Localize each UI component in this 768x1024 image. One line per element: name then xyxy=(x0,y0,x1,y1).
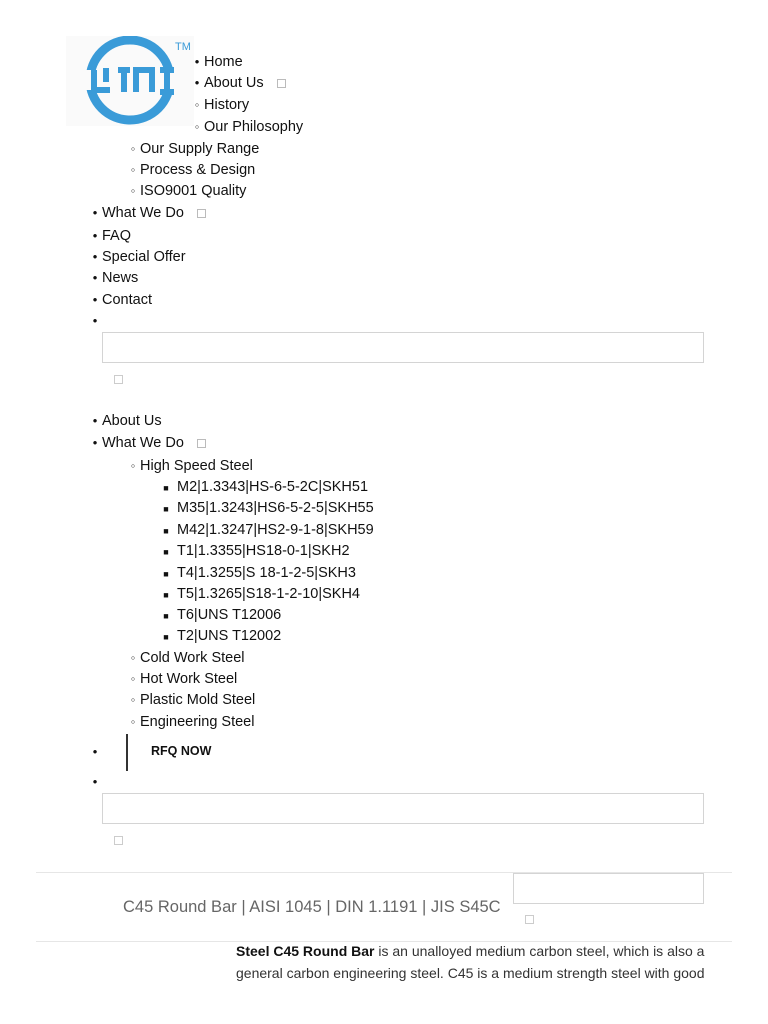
nav-item-faq[interactable] xyxy=(89,227,131,245)
bullet-icon xyxy=(127,140,139,158)
bullet-icon xyxy=(191,118,203,136)
trademark-mark: TM xyxy=(175,41,191,53)
nav-label[interactable]: Contact xyxy=(102,292,152,308)
search-submit-icon[interactable] xyxy=(525,915,534,924)
nav-label[interactable]: What We Do xyxy=(102,205,184,221)
nav-label[interactable]: Plastic Mold Steel xyxy=(140,692,256,708)
nav-label[interactable]: News xyxy=(102,270,139,286)
bullet-icon xyxy=(160,521,172,540)
grade-item[interactable] xyxy=(160,478,368,496)
dropdown-toggle-icon[interactable] xyxy=(197,439,206,448)
search-submit-icon[interactable] xyxy=(114,836,123,845)
bullet-icon xyxy=(127,691,139,709)
nav-subitem-hot-work-steel[interactable] xyxy=(127,670,237,688)
intro-bold-steel: Steel xyxy=(236,943,270,959)
grade-item[interactable] xyxy=(160,585,360,603)
rfq-divider xyxy=(126,734,128,771)
nav-label[interactable]: Home xyxy=(204,54,243,70)
dropdown-toggle-icon[interactable] xyxy=(197,209,206,218)
bullet-icon xyxy=(89,204,101,222)
bullet-icon xyxy=(191,53,203,71)
nav-label[interactable]: What We Do xyxy=(102,435,184,451)
bullet-icon xyxy=(160,627,172,646)
nav-item-special-offer[interactable] xyxy=(89,248,186,266)
nav-subitem-history[interactable] xyxy=(191,96,249,114)
bullet-icon xyxy=(89,434,101,452)
bullet-icon xyxy=(160,478,172,497)
bullet-icon xyxy=(127,182,139,200)
bullet-icon xyxy=(191,96,203,114)
dropdown-toggle-icon[interactable] xyxy=(277,79,286,88)
nav-label[interactable]: History xyxy=(204,97,250,113)
nav-subitem-plastic-mold-steel[interactable] xyxy=(127,691,255,709)
intro-bold-product: C45 Round Bar xyxy=(273,943,375,959)
search-submit-icon[interactable] xyxy=(114,375,123,384)
grade-item[interactable] xyxy=(160,521,374,539)
bullet-icon xyxy=(89,291,101,309)
bullet-icon xyxy=(160,606,172,625)
grade-item[interactable] xyxy=(160,627,281,645)
bullet-icon xyxy=(89,773,101,791)
bullet-icon xyxy=(160,585,172,604)
search-input[interactable] xyxy=(513,873,704,904)
grade-item[interactable] xyxy=(160,499,374,517)
grade-label[interactable]: T1|1.3355|HS18-0-1|SKH2 xyxy=(177,543,350,559)
nav-subitem-engineering-steel[interactable] xyxy=(127,713,254,731)
nav-item-about-us[interactable] xyxy=(191,74,286,92)
bullet-icon xyxy=(89,312,101,330)
grade-label[interactable]: T2|UNS T12002 xyxy=(177,628,282,644)
intro-text: is an unalloyed medium carbon steel, which is also a general carbon engineering steel. C45 is a medium strength steel with good xyxy=(236,943,705,981)
bullet-icon xyxy=(127,457,139,475)
bullet-icon xyxy=(160,499,172,518)
grade-label[interactable]: T4|1.3255|S 18-1-2-5|SKH3 xyxy=(177,565,356,581)
nav-label[interactable]: About Us xyxy=(102,413,162,429)
nav-label[interactable]: Process & Design xyxy=(140,162,256,178)
nav-subitem-process-design[interactable] xyxy=(127,161,255,179)
bullet-icon xyxy=(127,649,139,667)
bullet-icon xyxy=(127,670,139,688)
grade-item[interactable] xyxy=(160,606,281,624)
grade-label[interactable]: M2|1.3343|HS-6-5-2C|SKH51 xyxy=(177,479,369,495)
nav-subitem-supply-range[interactable] xyxy=(127,140,259,158)
bullet-icon xyxy=(89,269,101,287)
grade-label[interactable]: M35|1.3243|HS6-5-2-5|SKH55 xyxy=(177,500,374,516)
rfq-now-button[interactable]: RFQ NOW xyxy=(151,744,212,758)
search-input[interactable] xyxy=(102,793,704,824)
page-title: C45 Round Bar | AISI 1045 | DIN 1.1191 | JIS S45C xyxy=(123,898,501,916)
nav-item-home[interactable] xyxy=(191,53,243,71)
nav-subitem-philosophy[interactable] xyxy=(191,118,303,136)
nav-item-news[interactable] xyxy=(89,269,138,287)
nav-label[interactable]: ISO9001 Quality xyxy=(140,183,247,199)
bullet-icon xyxy=(89,412,101,430)
search-input[interactable] xyxy=(102,332,704,363)
nav-item-what-we-do[interactable] xyxy=(89,434,206,452)
nav-label[interactable]: Our Supply Range xyxy=(140,141,260,157)
bullet-icon xyxy=(89,248,101,266)
nav-label[interactable]: Hot Work Steel xyxy=(140,671,238,687)
nav-label[interactable]: Cold Work Steel xyxy=(140,650,245,666)
nav-item-contact[interactable] xyxy=(89,291,152,309)
nav-label[interactable]: Special Offer xyxy=(102,249,186,265)
nav-item-what-we-do[interactable] xyxy=(89,204,206,222)
bullet-icon xyxy=(191,74,203,92)
grade-label[interactable]: M42|1.3247|HS2-9-1-8|SKH59 xyxy=(177,522,374,538)
bullet-icon xyxy=(89,227,101,245)
nav-subitem-high-speed-steel[interactable] xyxy=(127,457,253,475)
nav-label[interactable]: Engineering Steel xyxy=(140,714,255,730)
grade-item[interactable] xyxy=(160,542,350,560)
bullet-icon xyxy=(160,542,172,561)
bullet-icon xyxy=(89,743,101,761)
nav-subitem-cold-work-steel[interactable] xyxy=(127,649,245,667)
bullet-icon xyxy=(127,713,139,731)
grade-label[interactable]: T6|UNS T12006 xyxy=(177,607,282,623)
nav-label[interactable]: About Us xyxy=(204,75,264,91)
nav-label[interactable]: Our Philosophy xyxy=(204,119,304,135)
grade-item[interactable] xyxy=(160,564,356,582)
bullet-icon xyxy=(160,564,172,583)
nav-item-about-us[interactable] xyxy=(89,412,162,430)
nav-label[interactable]: FAQ xyxy=(102,228,132,244)
nav-label[interactable]: High Speed Steel xyxy=(140,458,253,474)
bullet-icon xyxy=(127,161,139,179)
intro-paragraph xyxy=(236,940,716,984)
grade-label[interactable]: T5|1.3265|S18-1-2-10|SKH4 xyxy=(177,586,360,602)
nav-subitem-iso9001[interactable] xyxy=(127,182,246,200)
